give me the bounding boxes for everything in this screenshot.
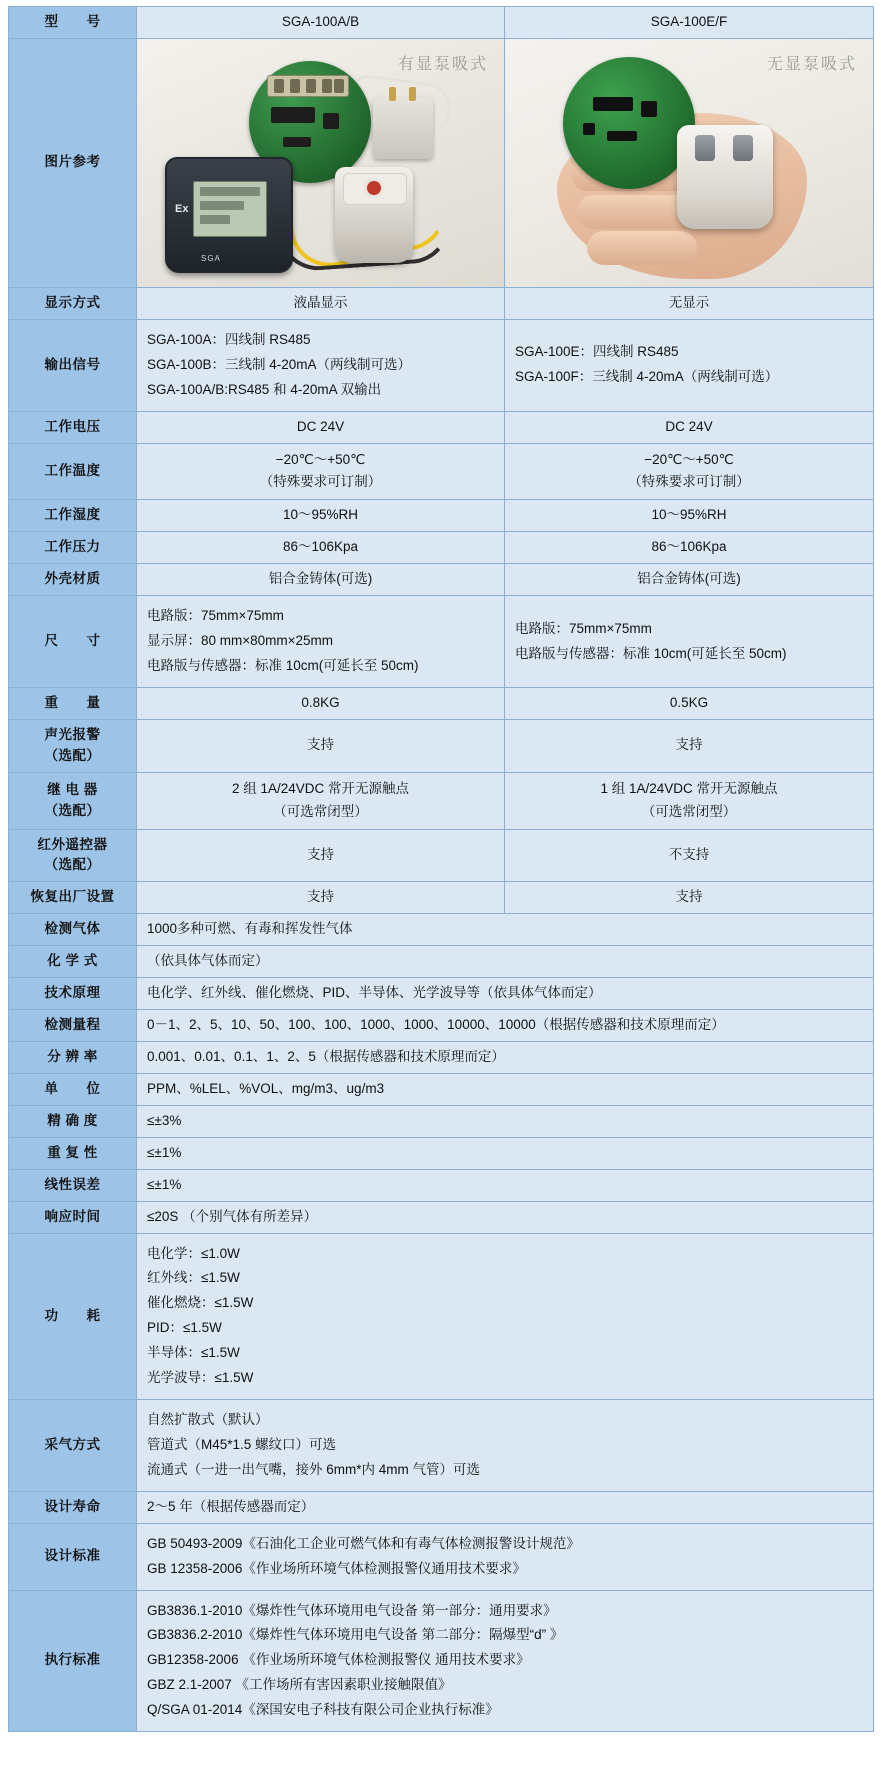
text-line: 光学波导：≤1.5W: [147, 1370, 254, 1386]
table-row-technical-principle: [9, 978, 874, 1010]
value-weight-b: 0.5KG: [505, 687, 874, 719]
text-line: SGA-100A/B:RS485 和 4-20mA 双输出: [147, 381, 382, 397]
product-photo-b: [505, 39, 873, 287]
row-label-model: 型 号: [9, 7, 137, 39]
row-label-response-time: 响应时间: [9, 1201, 137, 1233]
table-row-model: [9, 7, 874, 39]
table-row-resolution: [9, 1041, 874, 1073]
value-relay-b: [505, 772, 874, 829]
value-temperature-b: [505, 443, 874, 500]
text-line: 声光报警: [44, 726, 101, 742]
value-display-a: 液晶显示: [137, 287, 505, 319]
row-label-ir-remote: [9, 829, 137, 882]
text-line: 红外线：≤1.5W: [147, 1270, 240, 1286]
table-row-design-standard: [9, 1523, 874, 1590]
value-display-b: 无显示: [505, 287, 874, 319]
text-line: GB12358-2006 《作业场所环境气体检测报警仪 通用技术要求》: [147, 1652, 530, 1668]
ex-mark: Ex: [175, 202, 189, 215]
text-line: 电路版：75mm×75mm: [147, 608, 284, 624]
row-label-housing: 外壳材质: [9, 564, 137, 596]
text-line: SGA-100A：四线制 RS485: [147, 331, 311, 347]
product-photo-a-cell: [137, 38, 505, 287]
text-line: 继 电 器: [47, 781, 98, 797]
sensor-inlet-icon: [367, 181, 381, 195]
circuit-board-b: [563, 57, 695, 189]
table-row-dimensions: [9, 596, 874, 688]
row-label-relay: [9, 772, 137, 829]
table-row-factory-reset: [9, 882, 874, 914]
chip-icon: [593, 97, 633, 111]
row-label-dimensions: 尺 寸: [9, 596, 137, 688]
value-response-time: ≤20S （个别气体有所差异）: [137, 1201, 874, 1233]
row-label-chemical-formula: 化 学 式: [9, 946, 137, 978]
row-label-humidity: 工作湿度: [9, 500, 137, 532]
value-detect-gas: 1000多种可燃、有毒和挥发性气体: [137, 914, 874, 946]
value-housing-a: 铝合金铸体(可选): [137, 564, 505, 596]
row-label-voltage: 工作电压: [9, 411, 137, 443]
table-row-housing: [9, 564, 874, 596]
chip-icon: [323, 113, 339, 129]
text-line: 红外遥控器: [37, 836, 108, 852]
table-row-response-time: [9, 1201, 874, 1233]
value-range: 0－1、2、5、10、50、100、100、1000、1000、10000、10000（根据传感器和技术原理而定）: [137, 1010, 874, 1042]
value-technical-principle: 电化学、红外线、催化燃烧、PID、半导体、光学波导等（依具体气体而定）: [137, 978, 874, 1010]
table-row-pressure: [9, 532, 874, 564]
table-row-lifespan: [9, 1491, 874, 1523]
text-line: 电化学：≤1.0W: [147, 1245, 240, 1261]
text-line: SGA-100E：四线制 RS485: [515, 344, 679, 360]
text-line: 显示屏：80 mm×80mm×25mm: [147, 633, 334, 649]
text-line: 电路版：75mm×75mm: [515, 620, 652, 636]
value-alarm-b: 支持: [505, 719, 874, 772]
value-humidity-b: 10～95%RH: [505, 500, 874, 532]
photo-caption-b: 无显泵吸式: [766, 55, 857, 73]
row-label-temperature: 工作温度: [9, 443, 137, 500]
table-row-alarm: [9, 719, 874, 772]
specification-table: [8, 6, 874, 1732]
text-line: GB3836.1-2010《爆炸性气体环境用电气设备 第一部分：通用要求》: [147, 1602, 557, 1618]
chip-icon: [641, 101, 657, 117]
text-line: GB 12358-2006《作业场所环境气体检测报警仪通用技术要求》: [147, 1560, 526, 1576]
row-label-technical-principle: 技术原理: [9, 978, 137, 1010]
value-factory-reset-a: 支持: [137, 882, 505, 914]
text-line: （特殊要求可订制）: [628, 474, 750, 490]
text-line: Q/SGA 01-2014《深国安电子科技有限公司企业执行标准》: [147, 1702, 499, 1718]
pump-sensor-b: [677, 125, 773, 229]
row-label-display: 显示方式: [9, 287, 137, 319]
text-line: 流通式（一进一出气嘴，接外 6mm*内 4mm 气管）可选: [147, 1461, 481, 1477]
text-line: GB 50493-2009《石油化工企业可燃气体和有毒气体检测报警设计规范》: [147, 1535, 580, 1551]
table-row-ir-remote: [9, 829, 874, 882]
table-row-chemical-formula: [9, 946, 874, 978]
chip-icon: [583, 123, 595, 135]
text-line: 催化燃烧：≤1.5W: [147, 1295, 254, 1311]
value-chemical-formula: （依具体气体而定）: [137, 946, 874, 978]
table-row-output-signal: [9, 319, 874, 411]
value-lifespan: 2～5 年（根据传感器而定）: [137, 1491, 874, 1523]
value-humidity-a: 10～95%RH: [137, 500, 505, 532]
row-label-resolution: 分 辨 率: [9, 1041, 137, 1073]
product-photo-a: [137, 39, 504, 287]
gas-inlet-icon: [695, 135, 715, 161]
brand-mark: SGA: [201, 253, 221, 263]
sensor-cap-a: [373, 97, 433, 159]
table-row-temperature: [9, 443, 874, 500]
value-relay-a: [137, 772, 505, 829]
product-photo-b-cell: [505, 38, 874, 287]
text-line: （可选常闭型）: [641, 803, 737, 819]
table-row-humidity: [9, 500, 874, 532]
text-line: 管道式（M45*1.5 螺纹口）可选: [147, 1436, 337, 1452]
text-line: 2 组 1A/24VDC 常开无源触点: [231, 780, 410, 796]
terminal-block-icon: [267, 75, 349, 97]
text-line: （选配）: [44, 747, 101, 763]
value-housing-b: 铝合金铸体(可选): [505, 564, 874, 596]
row-label-execution-standard: 执行标准: [9, 1590, 137, 1732]
text-line: SGA-100B：三线制 4-20mA（两线制可选）: [147, 356, 412, 372]
text-line: （特殊要求可订制）: [259, 474, 382, 490]
table-row-voltage: [9, 411, 874, 443]
row-label-design-standard: 设计标准: [9, 1523, 137, 1590]
text-line: 电路版与传感器：标准 10cm(可延长至 50cm): [147, 657, 419, 673]
value-temperature-a: [137, 443, 505, 500]
chip-icon: [607, 131, 637, 141]
column-header-b: SGA-100E/F: [505, 7, 874, 39]
row-label-weight: 重 量: [9, 687, 137, 719]
chip-icon: [271, 107, 315, 123]
table-row-range: [9, 1010, 874, 1042]
value-linearity: ≤±1%: [137, 1169, 874, 1201]
row-label-detect-gas: 检测气体: [9, 914, 137, 946]
column-header-a: SGA-100A/B: [137, 7, 505, 39]
value-sampling: [137, 1400, 874, 1492]
value-design-standard: [137, 1523, 874, 1590]
value-output-signal-a: [137, 319, 505, 411]
row-label-repeatability: 重 复 性: [9, 1137, 137, 1169]
row-label-sampling: 采气方式: [9, 1400, 137, 1492]
row-label-power: 功 耗: [9, 1233, 137, 1400]
value-repeatability: ≤±1%: [137, 1137, 874, 1169]
row-label-range: 检测量程: [9, 1010, 137, 1042]
table-row-detect-gas: [9, 914, 874, 946]
table-row-weight: [9, 687, 874, 719]
value-resolution: 0.001、0.01、0.1、1、2、5（根据传感器和技术原理而定）: [137, 1041, 874, 1073]
table-row-accuracy: [9, 1105, 874, 1137]
text-line: 1 组 1A/24VDC 常开无源触点: [600, 780, 778, 796]
table-row-sampling: [9, 1400, 874, 1492]
value-execution-standard: [137, 1590, 874, 1732]
text-line: SGA-100F：三线制 4-20mA（两线制可选）: [515, 369, 779, 385]
value-weight-a: 0.8KG: [137, 687, 505, 719]
row-label-accuracy: 精 确 度: [9, 1105, 137, 1137]
value-pressure-a: 86～106Kpa: [137, 532, 505, 564]
chip-icon: [283, 137, 311, 147]
value-ir-remote-b: 不支持: [505, 829, 874, 882]
row-label-alarm: [9, 719, 137, 772]
lcd-screen: [193, 181, 267, 237]
text-line: −20℃～+50℃: [644, 451, 734, 467]
value-alarm-a: 支持: [137, 719, 505, 772]
row-label-unit: 单 位: [9, 1073, 137, 1105]
value-pressure-b: 86～106Kpa: [505, 532, 874, 564]
row-label-image-reference: 图片参考: [9, 38, 137, 287]
text-line: （可选常闭型）: [273, 803, 368, 819]
pump-sensor-a: [335, 167, 413, 263]
table-row-linearity: [9, 1169, 874, 1201]
value-ir-remote-a: 支持: [137, 829, 505, 882]
value-output-signal-b: [505, 319, 874, 411]
value-factory-reset-b: 支持: [505, 882, 874, 914]
table-row-display: [9, 287, 874, 319]
table-row-execution-standard: [9, 1590, 874, 1732]
value-dimensions-b: [505, 596, 874, 688]
table-row-relay: [9, 772, 874, 829]
text-line: 自然扩散式（默认）: [147, 1412, 269, 1428]
text-line: PID：≤1.5W: [147, 1320, 222, 1336]
value-accuracy: ≤±3%: [137, 1105, 874, 1137]
value-dimensions-a: [137, 596, 505, 688]
text-line: 半导体：≤1.5W: [147, 1345, 240, 1361]
gas-outlet-icon: [733, 135, 753, 161]
table-row-power: [9, 1233, 874, 1400]
table-row-unit: [9, 1073, 874, 1105]
text-line: −20℃～+50℃: [275, 451, 366, 467]
row-label-pressure: 工作压力: [9, 532, 137, 564]
display-meter: [165, 157, 293, 273]
row-label-factory-reset: 恢复出厂设置: [9, 882, 137, 914]
row-label-lifespan: 设计寿命: [9, 1491, 137, 1523]
text-line: （选配）: [44, 802, 101, 818]
row-label-linearity: 线性误差: [9, 1169, 137, 1201]
value-power: [137, 1233, 874, 1400]
text-line: GBZ 2.1-2007 《工作场所有害因素职业接触限值》: [147, 1677, 452, 1693]
text-line: 电路版与传感器：标准 10cm(可延长至 50cm): [515, 645, 787, 661]
table-row-images: [9, 38, 874, 287]
value-unit: PPM、%LEL、%VOL、mg/m3、ug/m3: [137, 1073, 874, 1105]
photo-caption-a: 有显泵吸式: [397, 55, 488, 73]
row-label-output-signal: 输出信号: [9, 319, 137, 411]
text-line: （选配）: [44, 857, 101, 873]
table-row-repeatability: [9, 1137, 874, 1169]
text-line: GB3836.2-2010《爆炸性气体环境用电气设备 第二部分：隔爆型“d” 》: [147, 1627, 564, 1643]
value-voltage-a: DC 24V: [137, 411, 505, 443]
value-voltage-b: DC 24V: [505, 411, 874, 443]
